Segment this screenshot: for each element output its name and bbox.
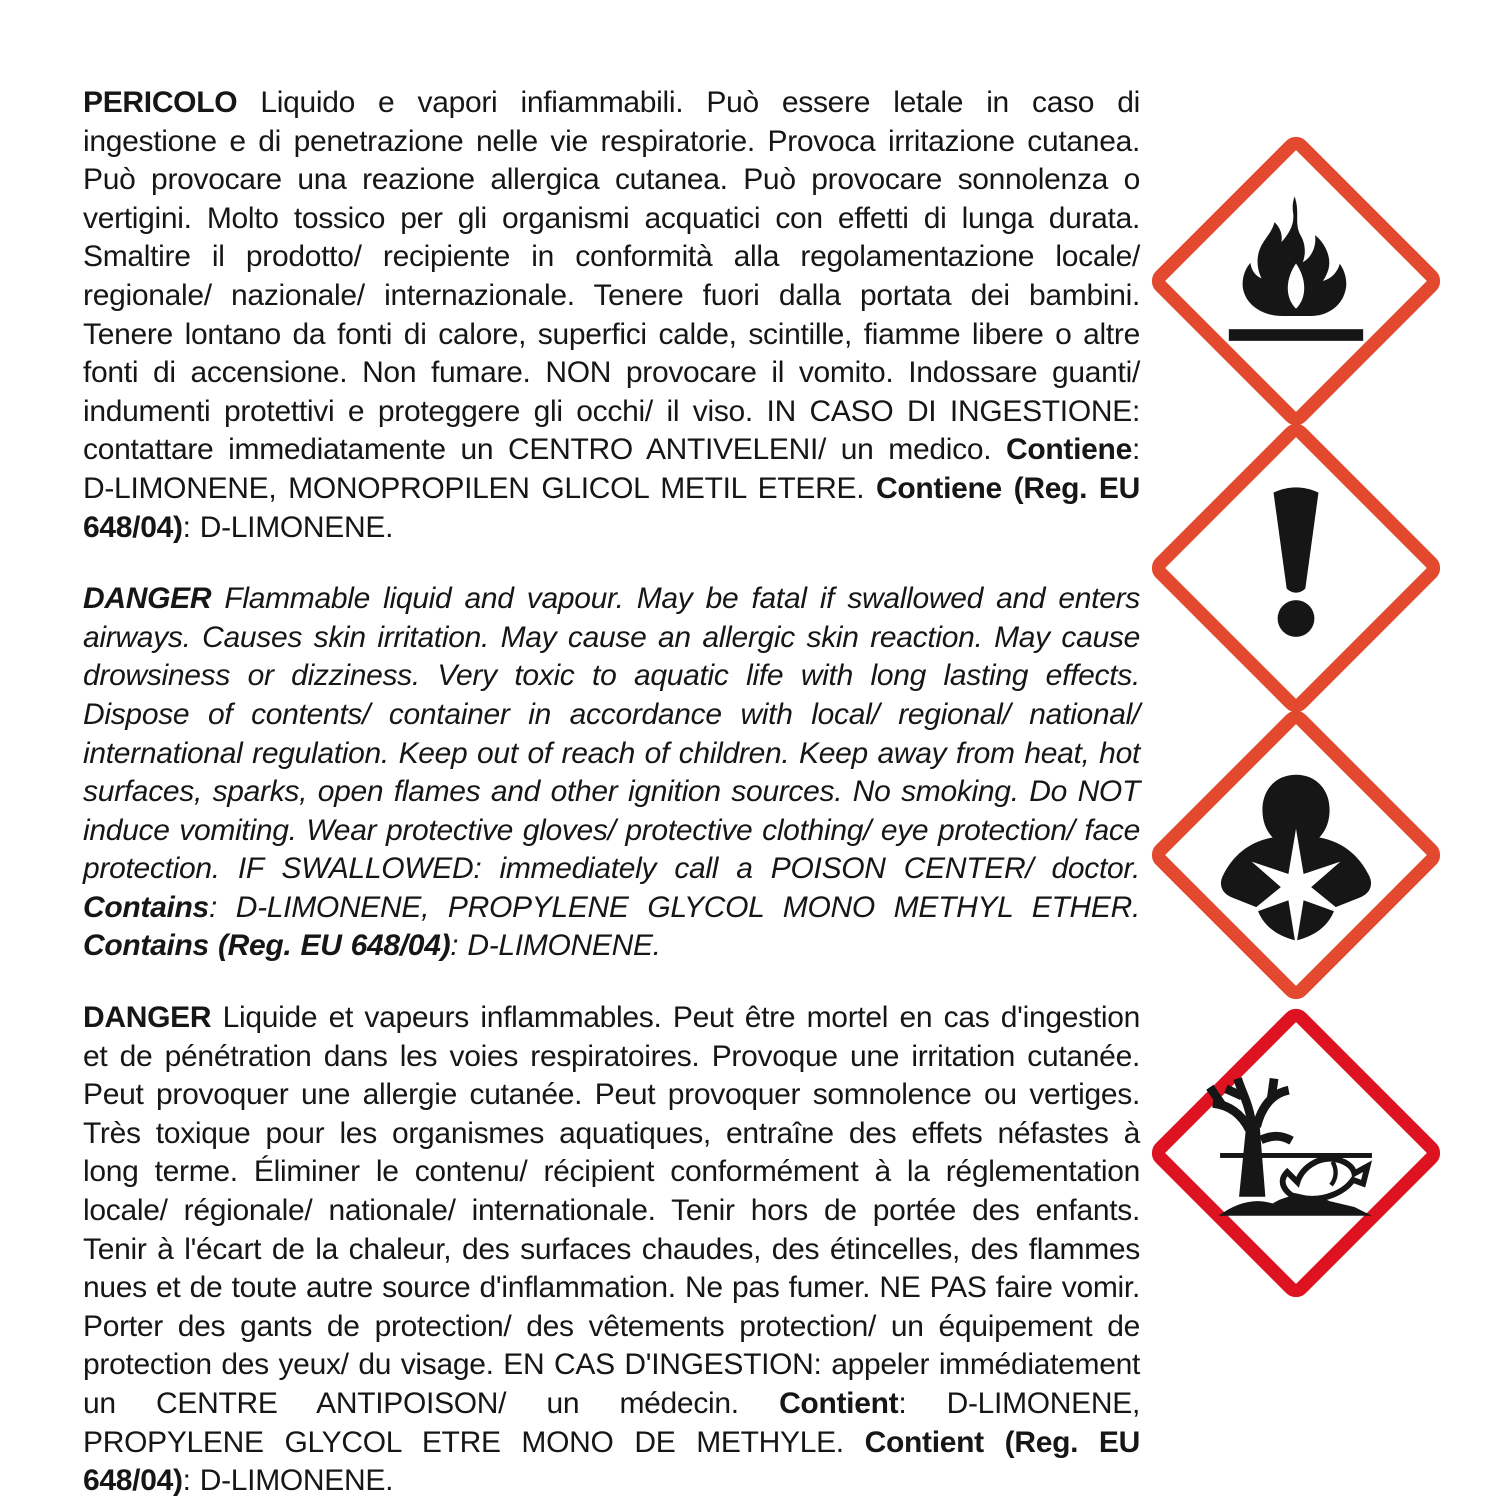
exclamation-stem [1274, 487, 1319, 592]
fish-gill [1331, 1162, 1336, 1185]
pictogram-diamond-border [1156, 141, 1437, 422]
hazard-paragraph-english [83, 580, 1140, 966]
text-run: : D-LIMONENE. [182, 1464, 394, 1498]
ghs-pictogram-flammable [1150, 135, 1442, 427]
dead-fish [1283, 1159, 1368, 1199]
silhouette-starburst-icon [1150, 709, 1442, 1001]
text-run: Contiene (Reg. EU 648/04) [83, 471, 1140, 544]
text-run: Liquide et vapeurs inflammables. Peut être mortel en cas d'ingestion et de pénétration dans les voies respiratoires. Provoque une irritation cutanée. Peut provoquer une allergie cutanée. Peut provoquer somnolence ou vertiges. Très toxique pour les organismes aquatiques, entraîne des effets néfastes à long terme. Éliminer le contenu/ récipient conformément à la réglementation locale/ régionale/ nationale/ internationale. Tenir hors de portée des enfants. Tenir à l'écart de la chaleur, des surfaces chaudes, des étincelles, des flammes nues et de toute autre source d'inflammation. Ne pas fumer. NE PAS faire vomir. Porter des gants de protection/ des vêtements protection/ un équipement de protection des yeux/ du visage. EN CAS D'INGESTION: appeler immédiatement un CENTRE ANTIPOISON/ un médecin. [83, 1001, 1140, 1420]
text-run: Contient [779, 1387, 899, 1420]
human-silhouette [1221, 775, 1371, 947]
flame-baseline-bar [1229, 329, 1363, 341]
text-run: Contains (Reg. EU 648/04) [83, 929, 451, 963]
ground [1219, 1195, 1372, 1216]
text-run: Contient (Reg. EU 648/04) [83, 1425, 1141, 1498]
text-run: : D-LIMONENE. [450, 929, 661, 963]
ghs-pictogram-health-hazard [1150, 709, 1442, 1001]
hazard-text-column [83, 84, 1140, 1500]
flame-icon [1150, 135, 1442, 427]
ghs-pictogram-environmental-hazard [1150, 1007, 1442, 1299]
pictogram-diamond-border [1156, 428, 1437, 709]
text-run: PERICOLO [83, 86, 261, 119]
hazard-paragraph-italian [83, 84, 1140, 547]
pictogram-diamond-border [1156, 1013, 1437, 1294]
pictogram-diamond-border [1156, 715, 1437, 996]
flame-inner-teardrop [1288, 263, 1304, 308]
tree-branches [1210, 1079, 1292, 1141]
waterline [1220, 1153, 1372, 1158]
text-run: DANGER [83, 582, 225, 616]
environment-scene [1210, 1079, 1372, 1216]
dead-tree-and-fish-icon [1150, 1007, 1442, 1299]
tree-trunk [1239, 1124, 1265, 1197]
exclamation-mark-icon [1150, 422, 1442, 714]
ghs-pictogram-irritant [1150, 422, 1442, 714]
text-run: Flammable liquid and vapour. May be fatal if swallowed and enters airways. Causes skin irritation. May cause an allergic skin reaction. May cause drowsiness or dizziness. Very toxic to aquatic life with long lasting effects. Dispose of contents/ container in accordance with local/ regional/ national/ international regulation. Keep out of reach of children. Keep away from heat, hot surfaces, sparks, open flames and other ignition sources. No smoking. Do NOT induce vomiting. Wear protective gloves/ protective clothing/ eye protection/ face protection. IF SWALLOWED: immediately call a POISON CENTER/ doctor. [83, 582, 1140, 886]
text-run: : D-LIMONENE, PROPYLENE GLYCOL MONO METHYL ETHER. [208, 890, 1140, 924]
text-run: Contiene [1006, 433, 1132, 467]
text-run: : D-LIMONENE, MONOPROPILEN GLICOL METIL ETERE. [83, 433, 1140, 505]
text-run: : D-LIMONENE, PROPYLENE GLYCOL ETRE MONO DE METHYLE. [83, 1387, 1140, 1459]
hazard-paragraph-french [83, 999, 1140, 1500]
text-run: : D-LIMONENE. [182, 510, 394, 544]
exclamation-dot [1278, 600, 1315, 637]
text-run: Contains [83, 890, 209, 924]
text-run: DANGER [83, 1001, 223, 1035]
text-run: Liquido e vapori infiammabili. Può essere letale in caso di ingestione e di penetrazione nelle vie respiratorie. Provoca irritazione cutanea. Può provocare una reazione allergica cutanea. Può provocare sonnolenza o vertigini. Molto tossico per gli organismi acquatici con effetti di lunga durata. Smaltire il prodotto/ recipiente in conformità alla regolamentazione locale/ regionale/ nazionale/ internazionale. Tenere fuori dalla portata dei bambini. Tenere lontano da fonti di calore, superfici calde, scintille, fiamme libere o altre fonti di accensione. Non fumare. NON provocare il vomito. Indossare guanti/ indumenti protettivi e proteggere gli occhi/ il viso. IN CASO DI INGESTIONE: contattare immediatamente un CENTRO ANTIVELENI/ un medico. [83, 86, 1140, 467]
flame-glyph [1243, 196, 1347, 316]
starburst-crack [1246, 829, 1346, 947]
